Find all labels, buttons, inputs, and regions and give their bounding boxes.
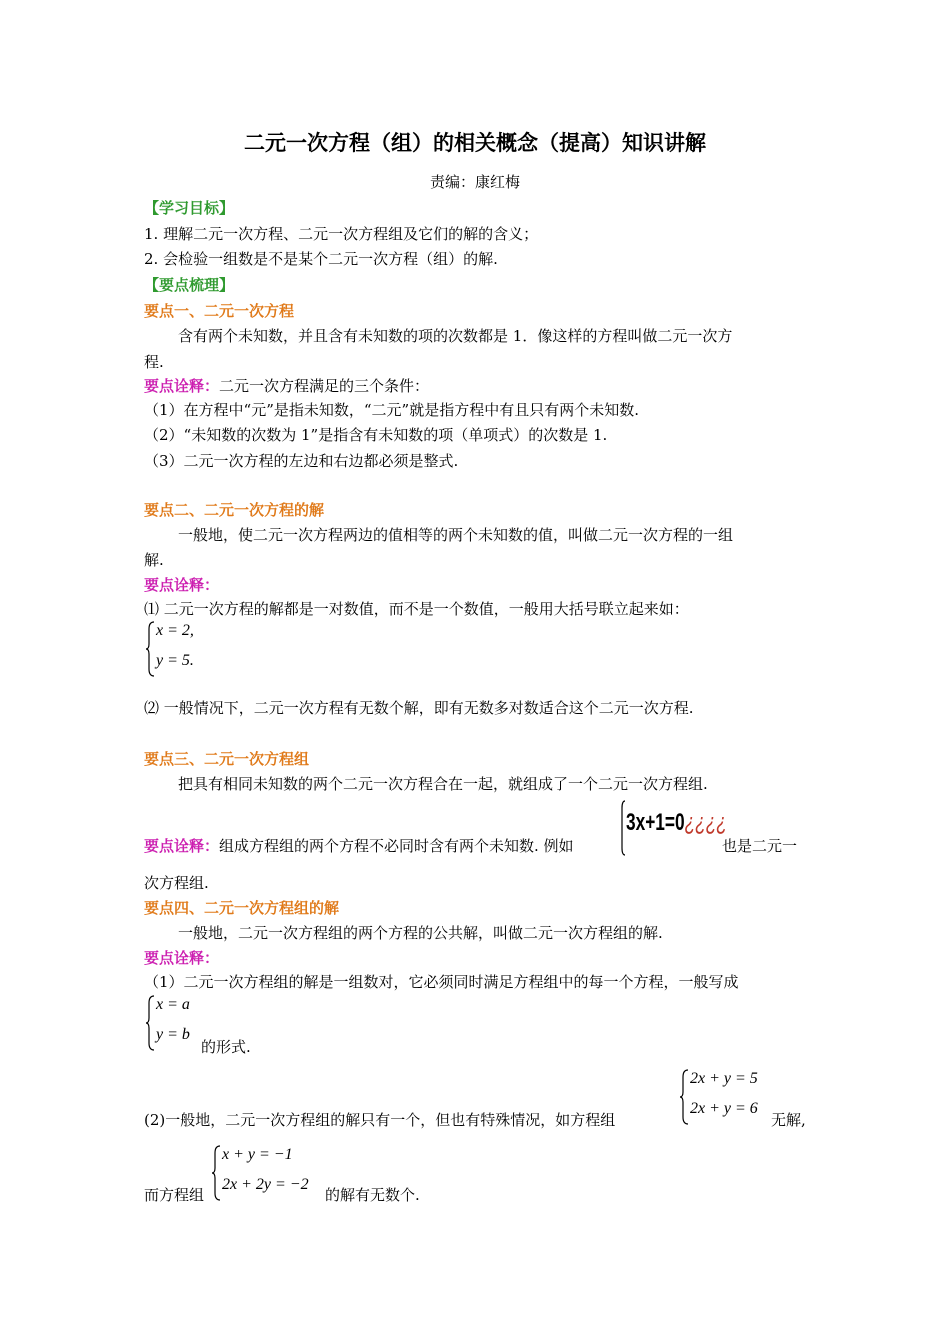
point4-note-2-tail: 的解有无数个. — [325, 1186, 420, 1204]
no-solution-system — [680, 1068, 775, 1128]
example-row-y: y = 5. — [156, 652, 194, 669]
point1-note-intro: 二元一次方程满足的三个条件： — [219, 377, 430, 395]
page-title: 二元一次方程（组）的相关概念（提高）知识讲解 — [244, 130, 706, 155]
point4-heading: 要点四、二元一次方程组的解 — [144, 899, 340, 917]
point1-note-3: （3）二元一次方程的左边和右边都必须是整式. — [144, 452, 459, 470]
point4-note-2-prefix2: 而方程组 — [144, 1186, 205, 1204]
point1-note-2: （2）“未知数的次数为 1”是指含有未知数的项（单项式）的次数是 1. — [144, 426, 608, 444]
point3-note-tail: 也是二元一 — [722, 837, 798, 855]
garbled-placeholder-glyphs: ¿¿¿¿ — [684, 809, 727, 836]
point3-heading: 要点三、二元一次方程组 — [144, 750, 310, 768]
no-solution-row-1: 2x + y = 5 — [690, 1070, 758, 1087]
infinite-solution-system — [212, 1144, 327, 1204]
point4-note-1: （1）二元一次方程组的解是一组数对，它必须同时满足方程组中的每一个方程，一般写成 — [144, 973, 739, 991]
example-row-x: x = 2, — [156, 622, 194, 639]
general-solution-system — [146, 994, 206, 1054]
left-brace-icon — [146, 620, 156, 678]
point2-note-label: 要点诠释： — [144, 576, 220, 594]
note-label: 要点诠释： — [144, 377, 220, 395]
goal-item-1: 1. 理解二元一次方程、二元一次方程组及它们的解的含义； — [144, 225, 539, 243]
point4-note-2-prefix: (2)一般地，二元一次方程组的解只有一个，但也有特殊情况，如方程组 — [144, 1111, 616, 1129]
point1-body-line2: 程. — [144, 353, 164, 371]
left-brace-icon — [212, 1144, 222, 1202]
note-label: 要点诠释： — [144, 837, 220, 855]
point1-heading: 要点一、二元一次方程 — [144, 302, 295, 320]
no-solution-row-2: 2x + y = 6 — [690, 1100, 758, 1117]
point3-note-text: 组成方程组的两个方程不必同时含有两个未知数. 例如 — [219, 837, 574, 855]
point2-body-line2: 解. — [144, 551, 164, 569]
point4-note-1-tail: 的形式. — [201, 1038, 251, 1056]
left-brace-icon — [146, 994, 156, 1052]
point1-body-line1: 含有两个未知数，并且含有未知数的项的次数都是 1．像这样的方程叫做二元一次方 — [178, 327, 733, 345]
point1-note-1: （1）在方程中“元”是指未知数，“二元”就是指方程中有且只有两个未知数. — [144, 401, 639, 419]
point2-note-2: ⑵ 一般情况下，二元一次方程有无数个解，即有无数多对数适合这个二元一次方程. — [144, 699, 694, 717]
author-line: 责编：康红梅 — [429, 173, 520, 191]
point1-note-line — [144, 376, 429, 396]
point2-body-line1: 一般地，使二元一次方程两边的值相等的两个未知数的值，叫做二元一次方程的一组 — [178, 526, 734, 544]
garbled-equation-text: 3x+1=0 — [626, 809, 685, 836]
garbled-equation-example — [620, 800, 730, 856]
point2-note-1: ⑴ 二元一次方程的解都是一对数值，而不是一个数值，一般用大括号联立起来如： — [144, 600, 689, 618]
point4-note-2-mid: 无解, — [771, 1111, 806, 1129]
outline-heading: 【要点梳理】 — [144, 276, 235, 294]
infinite-row-1: x + y = −1 — [222, 1146, 293, 1163]
general-row-y: y = b — [156, 1026, 190, 1043]
point2-heading: 要点二、二元一次方程的解 — [144, 501, 325, 519]
point3-body: 把具有相同未知数的两个二元一次方程合在一起，就组成了一个二元一次方程组. — [178, 775, 708, 793]
point3-note-line2: 次方程组. — [144, 874, 209, 892]
infinite-row-2: 2x + 2y = −2 — [222, 1176, 309, 1193]
point4-note-label: 要点诠释： — [144, 949, 220, 967]
point4-body: 一般地，二元一次方程组的两个方程的公共解，叫做二元一次方程组的解. — [178, 924, 663, 942]
goal-item-2: 2. 会检验一组数是不是某个二元一次方程（组）的解. — [144, 250, 498, 268]
goals-heading: 【学习目标】 — [144, 199, 235, 217]
point3-note-line — [144, 836, 574, 856]
example-solution-system — [146, 620, 226, 680]
left-brace-icon — [680, 1068, 690, 1126]
general-row-x: x = a — [156, 996, 190, 1013]
